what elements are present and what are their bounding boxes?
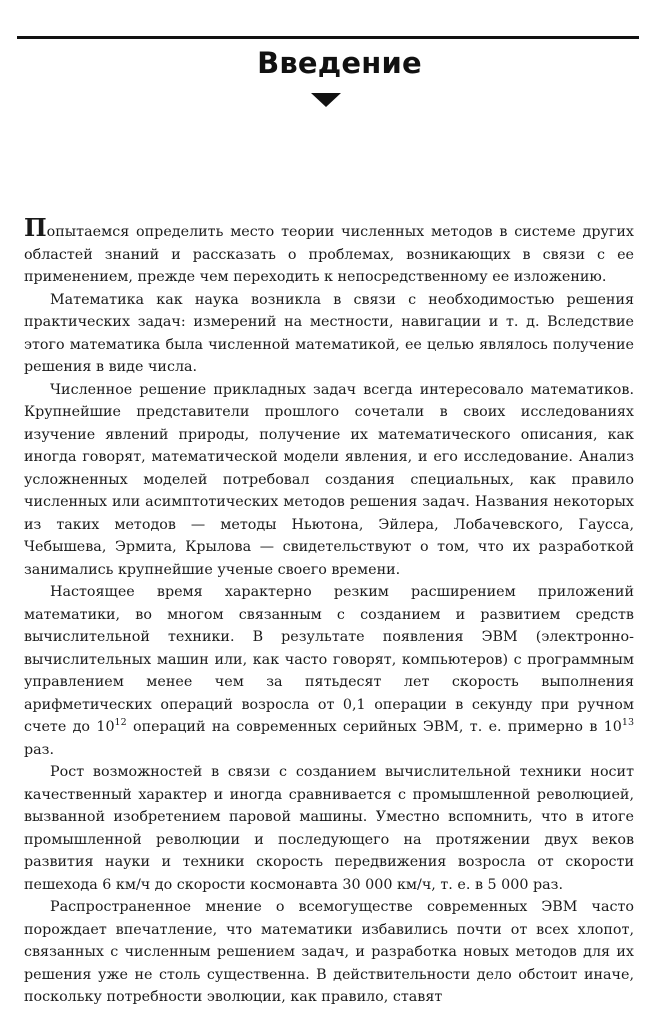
- paragraph-text: Настоящее время характерно резким расширением приложений математики, во многом связанным с созданием и развитием средств вычислительной техники. В результате появления ЭВМ (электронно-вычислительных машин или, как часто говорят, компьютеров) с программным управлением менее чем за пятьдесят лет скорость выполнения арифметических операций возросла от 0,1 операции в секунду при ручном счете до 10: [24, 584, 634, 735]
- paragraph-text: опытаемся определить место теории численных методов в системе других областей знаний и рассказать о проблемах, возникающих в связи с ее применением, прежде чем переходить к непосредственному ее изложению.: [24, 224, 634, 285]
- drop-cap: П: [24, 213, 47, 242]
- paragraph: [24, 213, 634, 289]
- paragraph: [24, 581, 634, 761]
- paragraph: Рост возможностей в связи с созданием вычислительной техники носит качественный характер и иногда сравнивается с промышленной революцией, вызванной изобретением паровой машины. Уместно вспомнить, что в итоге промышленной революции и последующего на протяжении двух веков развития науки и техники скорость передвижения возросла от скорости пешехода 6 км/ч до скорости космонавта 30 000 км/ч, т. е. в 5 000 раз.: [24, 764, 634, 893]
- paragraph-text: операций на современных серийных ЭВМ, т. е. примерно в 10: [126, 719, 622, 735]
- chapter-title: Введение: [257, 46, 422, 80]
- paragraph: Численное решение прикладных задач всегда интересовало математиков. Крупнейшие представители прошлого сочетали в своих исследованиях изучение явлений природы, получение их математического описания, как иногда говорят, математической модели явления, и его исследование. Анализ усложненных моделей потребовал создания специальных, как правило численных или асимптотических методов решения задач. Названия некоторых из таких методов — методы Ньютона, Эйлера, Лобачевского, Гаусса, Чебышева, Эрмита, Крылова — свидетельствуют о том, что их разработкой занимались крупнейшие ученые своего времени.: [24, 381, 634, 578]
- triangle-marker-icon: [311, 93, 341, 107]
- paragraph-text: раз.: [24, 741, 55, 758]
- paragraph: Распространенное мнение о всемогуществе современных ЭВМ часто порождает впечатление, что математики избавились почти от всех хлопот, связанных с численным решением задач, и разработка новых методов для их решения уже не столь существенна. В действительности дело обстоит иначе, поскольку потребности эволюции, как правило, ставят: [24, 899, 634, 1005]
- exponent: 12: [114, 717, 127, 728]
- top-rule: [17, 36, 639, 39]
- body-text: [24, 213, 634, 1009]
- paragraph: Математика как наука возникла в связи с необходимостью решения практических задач: измерений на местности, навигации и т. д. Вследствие этого математика была численной математикой, ее целью являлось получение решения в виде числа.: [24, 291, 634, 375]
- exponent: 13: [621, 717, 634, 728]
